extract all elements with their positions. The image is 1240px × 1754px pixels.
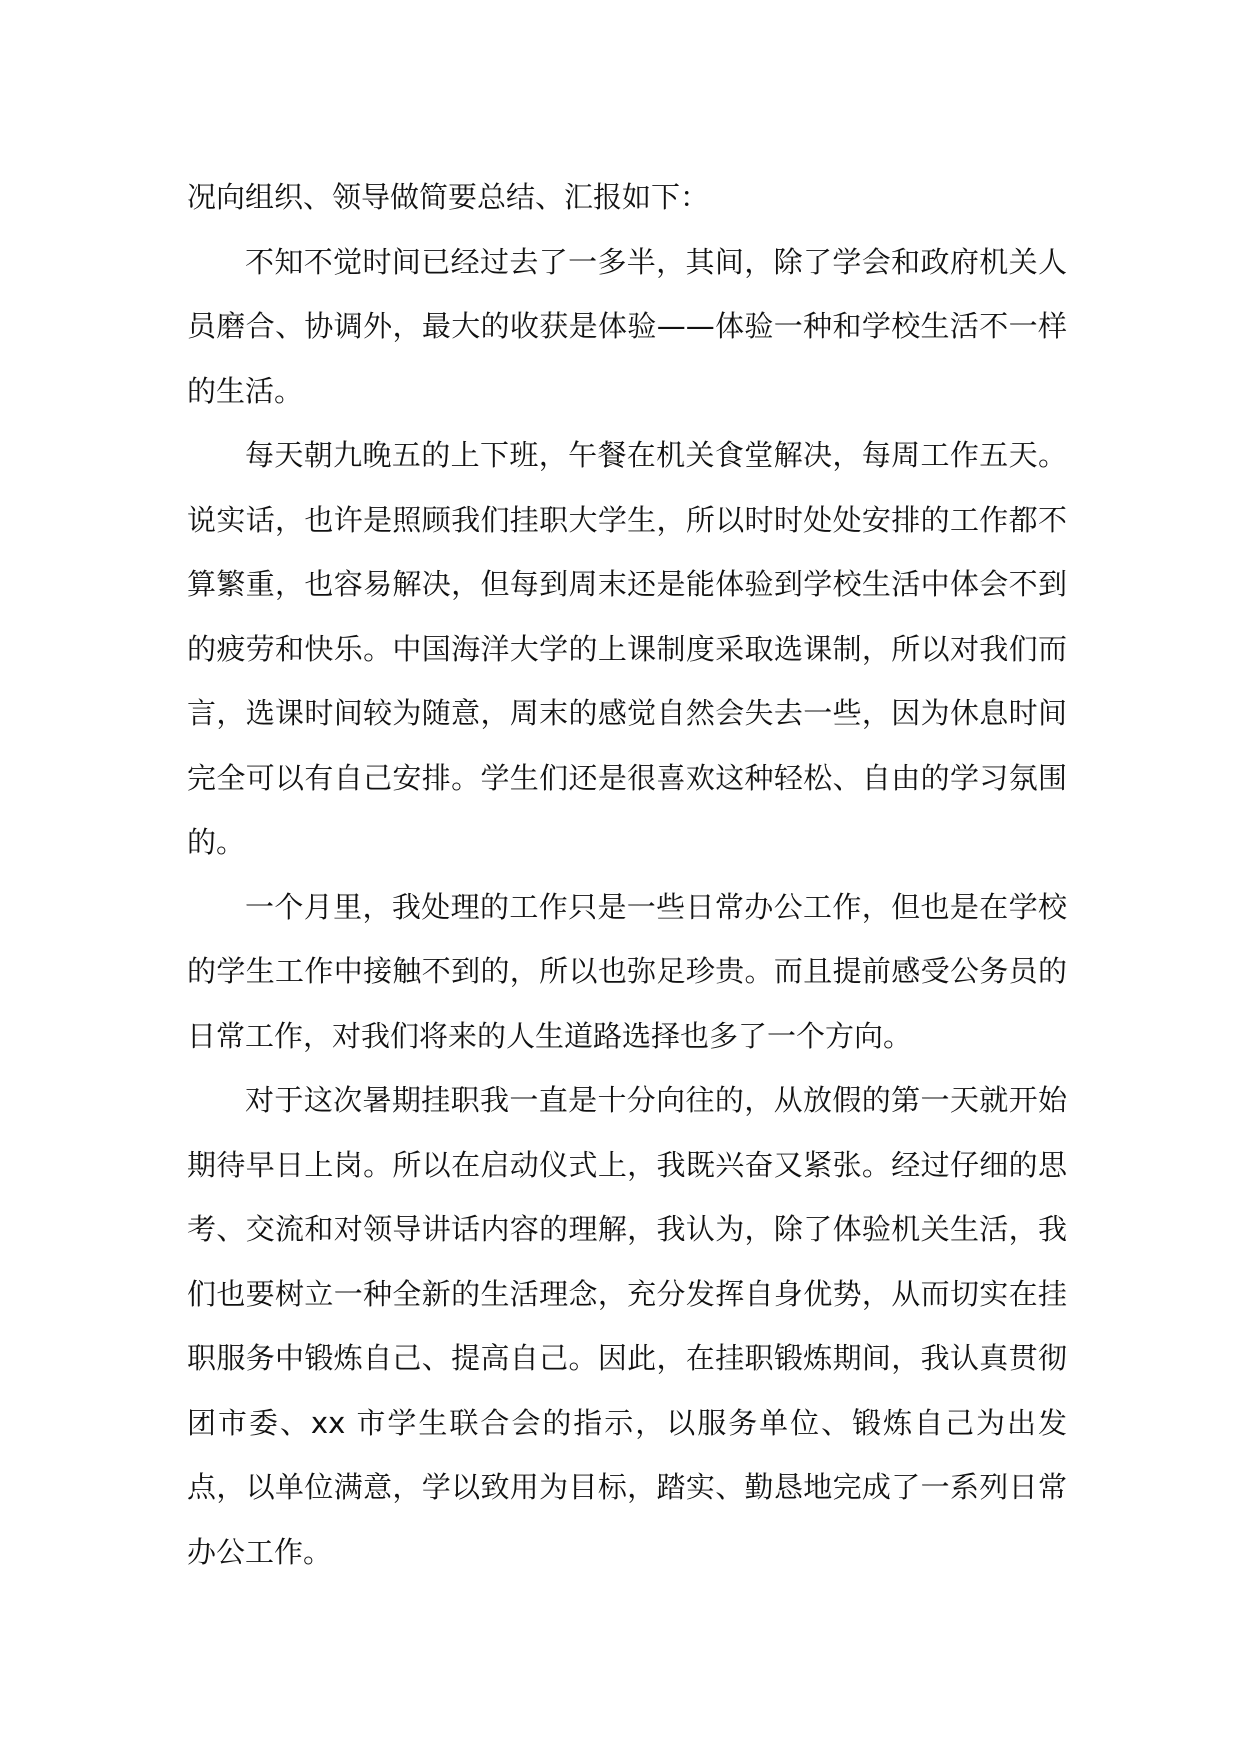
paragraph-continuation: 况向组织、领导做简要总结、汇报如下： xyxy=(187,180,710,214)
paragraph: 对于这次暑期挂职我一直是十分向往的，从放假的第一天就开始期待早日上岗。所以在启动仪式上，我既兴奋又紧张。经过仔细的思考、交流和对领导讲话内容的理解，我认为，除了体验机关生活，我们也要树立一种全新的生活理念，充分发挥自身优势，从而切实在挂职服务中锻炼自己、提高自己。因此，在挂职锻炼期间，我认真贯彻团市委、xx 市学生联合会的指示，以服务单位、锻炼自己为出发点，以单位满意，学以致用为目标，踏实、勤恳地完成了一系列日常办公工作。 xyxy=(187,1083,1067,1569)
body-text xyxy=(187,165,1067,1584)
paragraph: 每天朝九晚五的上下班，午餐在机关食堂解决，每周工作五天。说实话，也许是照顾我们挂职大学生，所以时时处处安排的工作都不算繁重，也容易解决，但每到周末还是能体验到学校生活中体会不到的疲劳和快乐。中国海洋大学的上课制度采取选课制，所以对我们而言，选课时间较为随意，周末的感觉自然会失去一些，因为休息时间完全可以有自己安排。学生们还是很喜欢这种轻松、自由的学习氛围的。 xyxy=(187,438,1067,859)
paragraph: 不知不觉时间已经过去了一多半，其间，除了学会和政府机关人员磨合、协调外，最大的收获是体验——体验一种和学校生活不一样的生活。 xyxy=(187,244,1067,408)
paragraph: 一个月里，我处理的工作只是一些日常办公工作，但也是在学校的学生工作中接触不到的，所以也弥足珍贵。而且提前感受公务员的日常工作，对我们将来的人生道路选择也多了一个方向。 xyxy=(187,889,1067,1053)
